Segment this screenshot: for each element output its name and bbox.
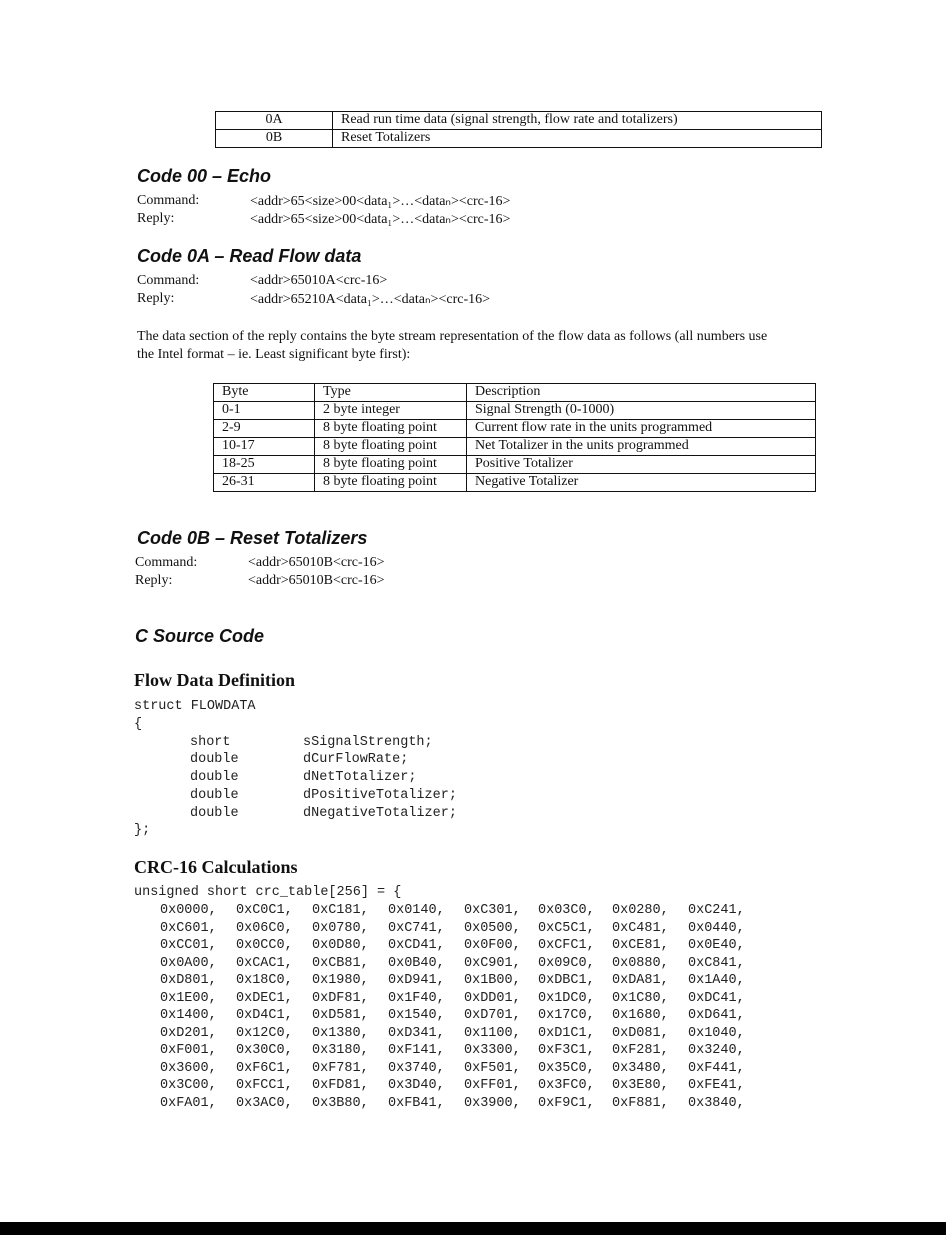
crc-value: 0xD581, bbox=[312, 1008, 369, 1023]
crc-value: 0x3840, bbox=[688, 1095, 745, 1111]
crc-value: 0x0000, bbox=[160, 903, 217, 918]
reset-command-row bbox=[135, 555, 735, 573]
crc-value: 0xC241, bbox=[688, 903, 745, 918]
byte-cell: 0-1 bbox=[214, 402, 315, 420]
type-cell: 2 byte integer bbox=[315, 402, 467, 420]
crc-value: 0x1380, bbox=[312, 1025, 369, 1041]
crc-value: 0xDA81, bbox=[612, 973, 669, 988]
crc-value: 0x1E00, bbox=[160, 990, 217, 1006]
command-value: <addr>65010A<crc-16> bbox=[250, 273, 388, 288]
crc-value: 0xF881, bbox=[612, 1095, 669, 1111]
flow-def-heading: Flow Data Definition bbox=[134, 670, 295, 690]
crc-value: 0xCFC1, bbox=[538, 938, 595, 953]
crc-value: 0xC901, bbox=[464, 955, 521, 971]
reply-label: Reply: bbox=[137, 291, 175, 306]
crc-value: 0x1C80, bbox=[612, 990, 669, 1006]
crc-value: 0xF441, bbox=[688, 1060, 745, 1076]
crc-value: 0xD081, bbox=[612, 1025, 669, 1041]
crc-value: 0xF3C1, bbox=[538, 1043, 595, 1058]
crc-value: 0xC301, bbox=[464, 903, 521, 918]
crc-value: 0x0880, bbox=[612, 955, 669, 971]
crc-value: 0x1A40, bbox=[688, 973, 745, 988]
description-cell: Read run time data (signal strength, flow rate and totalizers) bbox=[333, 112, 822, 130]
crc-value: 0xF141, bbox=[388, 1043, 445, 1058]
crc-value: 0xD941, bbox=[388, 973, 445, 988]
crc-value: 0x3FC0, bbox=[538, 1078, 595, 1093]
crc-value: 0x1B00, bbox=[464, 973, 521, 988]
crc-value: 0x1680, bbox=[612, 1008, 669, 1023]
crc-value: 0xD341, bbox=[388, 1025, 445, 1041]
crc-value: 0x12C0, bbox=[236, 1025, 293, 1041]
command-label: Command: bbox=[137, 273, 200, 288]
description-cell: Signal Strength (0-1000) bbox=[467, 402, 816, 420]
crc-heading: CRC-16 Calculations bbox=[134, 857, 298, 877]
crc-value: 0xD701, bbox=[464, 1008, 521, 1023]
type-cell: 8 byte floating point bbox=[315, 456, 467, 474]
source-heading: C Source Code bbox=[135, 626, 265, 646]
crc-value: 0xD201, bbox=[160, 1025, 217, 1041]
code-cell: 0A bbox=[216, 112, 333, 130]
command-value: <addr>65<size>00<data₁>…<dataₙ><crc-16> bbox=[250, 194, 511, 209]
reply-label: Reply: bbox=[137, 211, 175, 226]
byte-cell: 10-17 bbox=[214, 438, 315, 456]
field-name: dPositiveTotalizer; bbox=[303, 788, 457, 803]
crc-value: 0xDC41, bbox=[688, 990, 745, 1006]
crc-value: 0x3D40, bbox=[388, 1078, 445, 1093]
crc-value: 0xFB41, bbox=[388, 1095, 445, 1111]
description-cell: Positive Totalizer bbox=[467, 456, 816, 474]
field-name: dNegativeTotalizer; bbox=[303, 806, 457, 821]
field-type: double bbox=[190, 806, 239, 821]
crc-value: 0x3B80, bbox=[312, 1095, 369, 1111]
crc-value: 0x3AC0, bbox=[236, 1095, 293, 1111]
crc-value: 0x0440, bbox=[688, 920, 745, 936]
crc-value: 0x0E40, bbox=[688, 938, 745, 953]
crc-value: 0xC601, bbox=[160, 920, 217, 936]
type-cell: 8 byte floating point bbox=[315, 474, 467, 492]
crc-value: 0xF501, bbox=[464, 1060, 521, 1076]
crc-value: 0x3C00, bbox=[160, 1078, 217, 1093]
crc-value: 0xD801, bbox=[160, 973, 217, 988]
crc-value: 0x1100, bbox=[464, 1025, 521, 1041]
crc-value: 0xC741, bbox=[388, 920, 445, 936]
header-description: Description bbox=[467, 384, 816, 402]
crc-value: 0x3600, bbox=[160, 1060, 217, 1076]
crc-value: 0x3E80, bbox=[612, 1078, 669, 1093]
crc-value: 0xCC01, bbox=[160, 938, 217, 953]
field-type: double bbox=[190, 770, 239, 785]
field-type: double bbox=[190, 788, 239, 803]
crc-value: 0x17C0, bbox=[538, 1008, 595, 1023]
crc-value: 0x3240, bbox=[688, 1043, 745, 1058]
crc-value: 0x09C0, bbox=[538, 955, 595, 971]
reply-value: <addr>65210A<data₁>…<dataₙ><crc-16> bbox=[250, 292, 490, 307]
crc-value: 0x0140, bbox=[388, 903, 445, 918]
crc-value: 0xDEC1, bbox=[236, 990, 293, 1006]
crc-value: 0xF781, bbox=[312, 1060, 369, 1076]
field-name: dNetTotalizer; bbox=[303, 770, 417, 785]
crc-value: 0x0F00, bbox=[464, 938, 521, 953]
table-row bbox=[216, 112, 822, 130]
field-type: short bbox=[190, 735, 231, 750]
crc-value: 0x0A00, bbox=[160, 955, 217, 971]
crc-value: 0xDD01, bbox=[464, 990, 521, 1006]
open-brace: { bbox=[134, 717, 143, 732]
crc-value: 0xCD41, bbox=[388, 938, 445, 953]
crc-value: 0xF6C1, bbox=[236, 1060, 293, 1076]
crc-value: 0x1F40, bbox=[388, 990, 445, 1006]
crc-value: 0xD641, bbox=[688, 1008, 745, 1023]
struct-line: struct FLOWDATA bbox=[134, 699, 256, 714]
description-cell: Negative Totalizer bbox=[467, 474, 816, 492]
crc-value: 0x0D80, bbox=[312, 938, 369, 953]
crc-value: 0xC841, bbox=[688, 955, 745, 971]
field-type: double bbox=[190, 752, 239, 767]
crc-value: 0x1DC0, bbox=[538, 990, 595, 1006]
type-cell: 8 byte floating point bbox=[315, 438, 467, 456]
crc-value: 0x1980, bbox=[312, 973, 369, 988]
field-name: sSignalStrength; bbox=[303, 735, 433, 750]
field-name: dCurFlowRate; bbox=[303, 752, 409, 767]
description-cell: Current flow rate in the units programmed bbox=[467, 420, 816, 438]
crc-value: 0xC181, bbox=[312, 903, 369, 918]
crc-value: 0x30C0, bbox=[236, 1043, 293, 1058]
byte-cell: 2-9 bbox=[214, 420, 315, 438]
crc-value: 0xFE41, bbox=[688, 1078, 745, 1093]
crc-value: 0x3900, bbox=[464, 1095, 521, 1111]
crc-declaration: unsigned short crc_table[256] = { bbox=[134, 885, 402, 900]
table-header-row bbox=[214, 384, 816, 402]
crc-value: 0xCE81, bbox=[612, 938, 669, 953]
crc-value: 0x3180, bbox=[312, 1043, 369, 1058]
crc-value: 0x35C0, bbox=[538, 1060, 595, 1076]
page-edge-bar bbox=[0, 1222, 946, 1235]
command-label: Command: bbox=[137, 193, 200, 208]
crc-value: 0x0CC0, bbox=[236, 938, 293, 953]
crc-value: 0x1540, bbox=[388, 1008, 445, 1023]
data-section-paragraph: The data section of the reply contains the byte stream representation of the flow data as follows (all numbers use the Intel format – ie. Least significant byte first): bbox=[137, 329, 768, 362]
table-row bbox=[214, 456, 816, 474]
command-label: Command: bbox=[135, 555, 198, 570]
crc-value: 0x3300, bbox=[464, 1043, 521, 1058]
byte-cell: 18-25 bbox=[214, 456, 315, 474]
command-value: <addr>65010B<crc-16> bbox=[248, 555, 385, 570]
crc-value: 0xFF01, bbox=[464, 1078, 521, 1093]
header-type: Type bbox=[315, 384, 467, 402]
close-brace: }; bbox=[134, 823, 151, 838]
crc-value: 0xC0C1, bbox=[236, 903, 293, 918]
table-row bbox=[214, 402, 816, 420]
crc-value: 0xD4C1, bbox=[236, 1008, 293, 1023]
read-flow-command-row bbox=[137, 273, 737, 291]
crc-value: 0xF281, bbox=[612, 1043, 669, 1058]
crc-value: 0x1040, bbox=[688, 1025, 745, 1041]
echo-command-row bbox=[137, 193, 737, 211]
crc-value: 0x18C0, bbox=[236, 973, 293, 988]
crc-value: 0xC481, bbox=[612, 920, 669, 936]
crc-value: 0x3740, bbox=[388, 1060, 445, 1076]
reset-reply-row bbox=[135, 573, 735, 591]
table-row bbox=[216, 130, 822, 148]
reset-heading: Code 0B – Reset Totalizers bbox=[137, 528, 368, 548]
crc-value: 0xCAC1, bbox=[236, 955, 293, 971]
crc-value: 0xDBC1, bbox=[538, 973, 595, 988]
crc-value: 0x3480, bbox=[612, 1060, 669, 1076]
code-table bbox=[215, 111, 822, 148]
byte-cell: 26-31 bbox=[214, 474, 315, 492]
crc-value: 0x0500, bbox=[464, 920, 521, 936]
crc-value: 0xFA01, bbox=[160, 1095, 217, 1111]
crc-value: 0xD1C1, bbox=[538, 1025, 595, 1041]
reply-value: <addr>65<size>00<data₁>…<dataₙ><crc-16> bbox=[250, 212, 511, 227]
read-flow-heading: Code 0A – Read Flow data bbox=[137, 246, 362, 266]
table-row bbox=[214, 438, 816, 456]
read-flow-reply-row bbox=[137, 291, 737, 309]
crc-value: 0xF9C1, bbox=[538, 1095, 595, 1111]
reply-value: <addr>65010B<crc-16> bbox=[248, 573, 385, 588]
reply-label: Reply: bbox=[135, 573, 173, 588]
crc-value: 0x0780, bbox=[312, 920, 369, 936]
code-cell: 0B bbox=[216, 130, 333, 148]
crc-value: 0xF001, bbox=[160, 1043, 217, 1058]
description-cell: Reset Totalizers bbox=[333, 130, 822, 148]
type-cell: 8 byte floating point bbox=[315, 420, 467, 438]
crc-value: 0xCB81, bbox=[312, 955, 369, 971]
crc-value: 0x1400, bbox=[160, 1008, 217, 1023]
echo-reply-row bbox=[137, 211, 737, 229]
echo-heading: Code 00 – Echo bbox=[137, 166, 272, 186]
crc-value: 0x03C0, bbox=[538, 903, 595, 918]
crc-value: 0xDF81, bbox=[312, 990, 369, 1006]
crc-value: 0x06C0, bbox=[236, 920, 293, 936]
description-cell: Net Totalizer in the units programmed bbox=[467, 438, 816, 456]
header-byte: Byte bbox=[214, 384, 315, 402]
crc-value: 0x0B40, bbox=[388, 955, 445, 971]
crc-value: 0x0280, bbox=[612, 903, 669, 918]
byte-table bbox=[213, 383, 816, 492]
crc-value: 0xFCC1, bbox=[236, 1078, 293, 1093]
crc-value: 0xC5C1, bbox=[538, 920, 595, 936]
crc-value: 0xFD81, bbox=[312, 1078, 369, 1093]
table-row bbox=[214, 474, 816, 492]
table-row bbox=[214, 420, 816, 438]
